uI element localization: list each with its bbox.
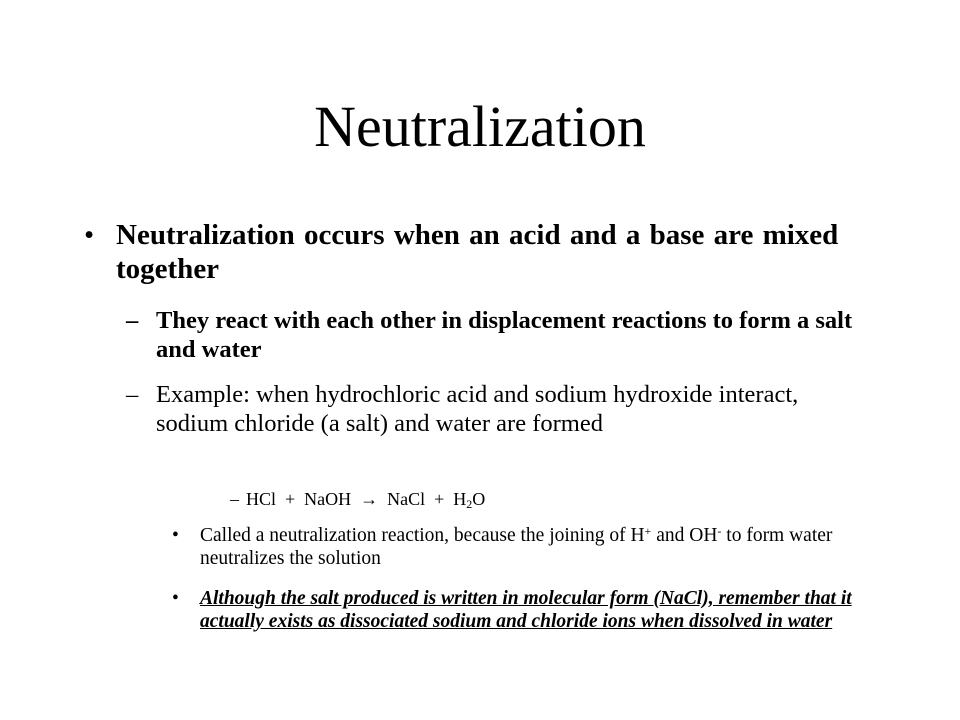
note-sup-plus: + — [644, 524, 652, 538]
dash-marker: – — [126, 381, 139, 408]
sub-bullet-reaction — [126, 306, 876, 364]
note-salt — [172, 587, 890, 633]
note-part3: to form water neutralizes the solution — [200, 525, 838, 569]
sub-bullet-example-text: Example: when hydrochloric acid and sodium hydroxide interact, sodium chloride (a salt) and water are formed — [156, 381, 799, 437]
bullet-marker: • — [172, 588, 179, 609]
bullet-main-text: Neutralization occurs when an acid and a base are mixed together — [116, 219, 839, 285]
equation-left: HCl + NaOH → NaCl + H — [246, 489, 467, 509]
chemical-equation — [230, 488, 485, 510]
equation-subscript: 2 — [466, 497, 473, 511]
equation-right: O — [472, 489, 486, 509]
bullet-marker: • — [172, 525, 179, 546]
dash-marker: – — [230, 489, 239, 509]
sub-bullet-example — [126, 380, 876, 438]
bullet-marker: • — [84, 219, 95, 251]
sub-bullet-reaction-text: They react with each other in displacement reactions to form a salt and water — [156, 307, 853, 363]
dash-marker: – — [126, 307, 139, 334]
note-part1: Called a neutralization reaction, because the joining of H — [200, 525, 645, 546]
slide-title: Neutralization — [314, 94, 646, 159]
bullet-main — [84, 218, 876, 286]
note-sup-minus: - — [717, 524, 722, 538]
note-neutralization — [172, 524, 890, 570]
note-salt-text: Although the salt produced is written in molecular form (NaCl), remember that it actually exists as dissociated sodium and chloride ions when dissolved in water — [200, 588, 852, 632]
note-part2: and OH — [651, 525, 718, 546]
